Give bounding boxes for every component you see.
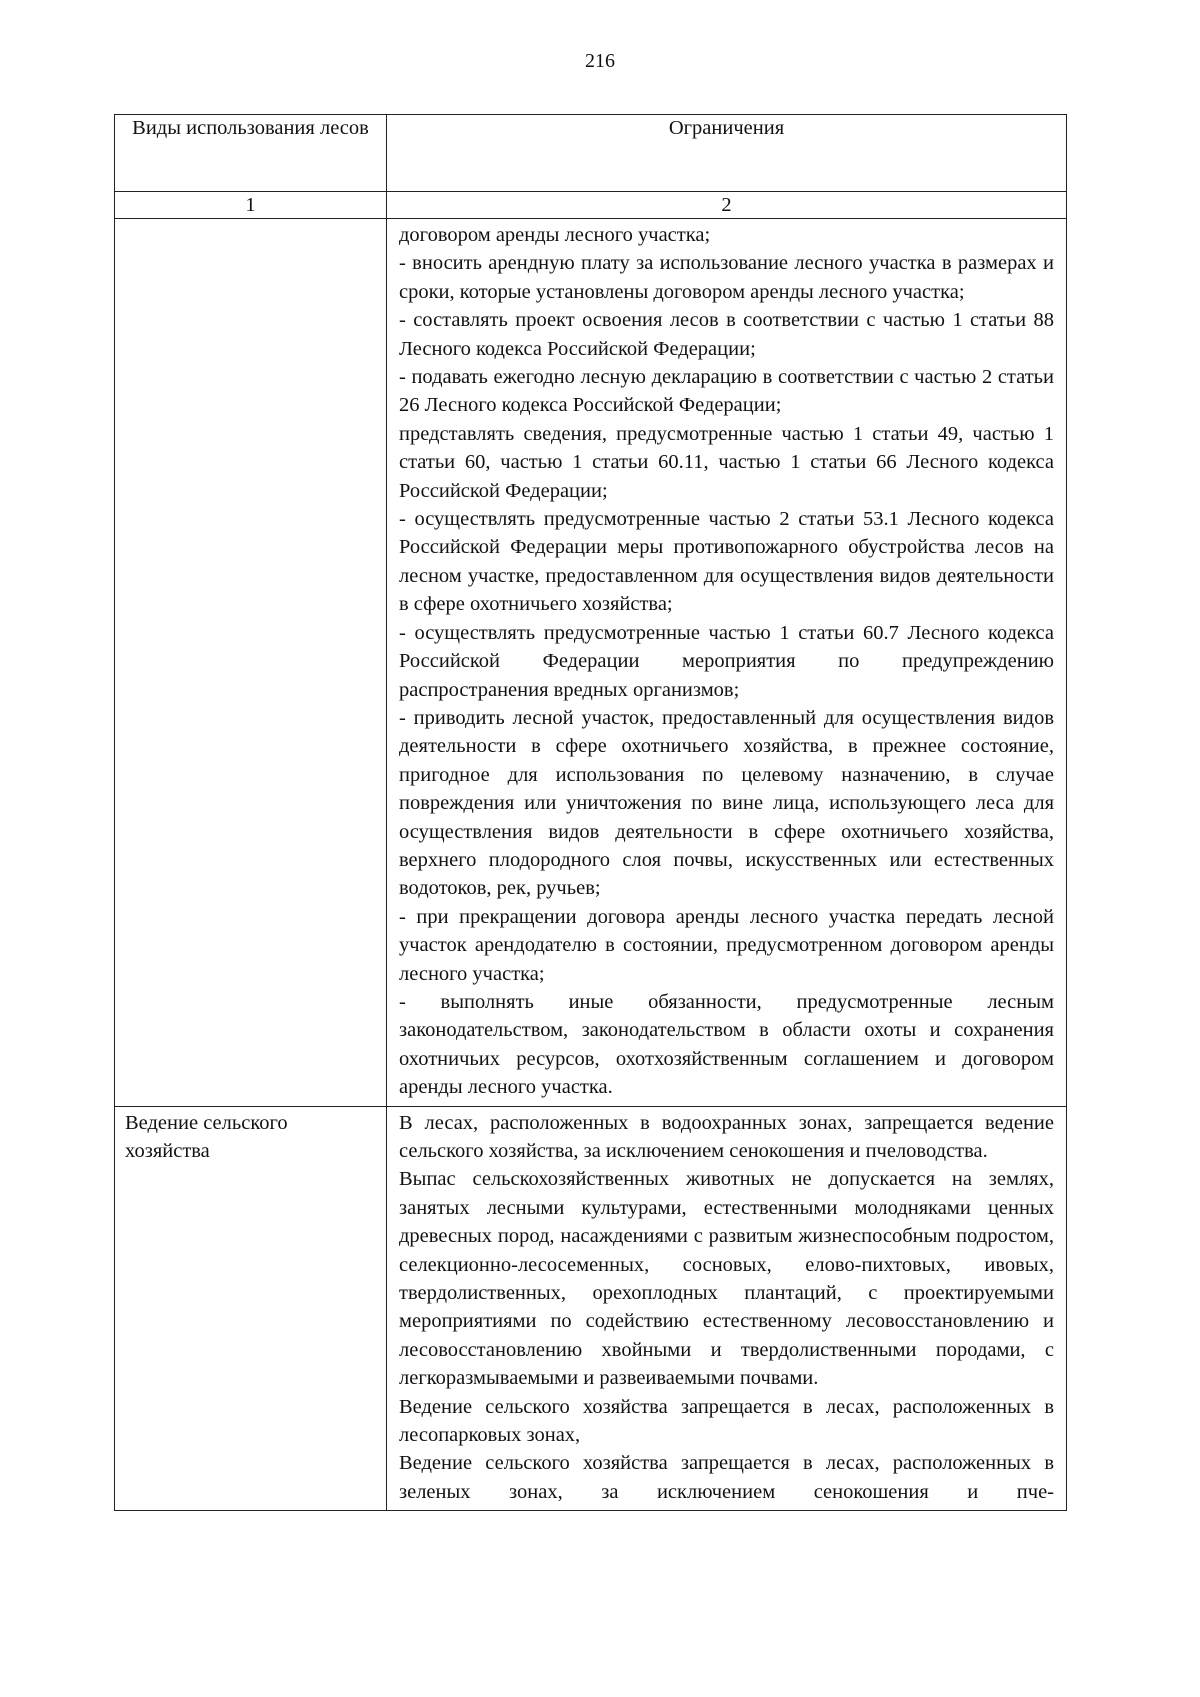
forest-use-type-cell [115,219,387,1107]
table-header-row [115,115,1067,192]
restriction-paragraph: В лесах, расположенных в водоохранных зонах, запрещается ведение сельского хозяйства, за исключением сенокошения и пчеловодства. [399,1111,1054,1162]
column-header-restrictions: Ограничения [387,115,1067,192]
restriction-paragraph: Ведение сельского хозяйства запрещается в лесах, расположенных в лесопарковых зонах, [399,1395,1054,1447]
restriction-paragraph: - подавать ежегодно лесную декларацию в соответствии с частью 2 статьи 26 Лесного кодекса Российской Федерации; [399,366,1054,417]
column-header-forest-use-types: Виды использования лесов [115,115,387,192]
restriction-paragraph: - выполнять иные обязанности, предусмотренные лесным законодательством, законодательством в области охоты и сохранения охотничьих ресурсов, охотхозяйственным соглашением и договором аренды лесного участка. [399,990,1054,1099]
restriction-paragraph: - вносить арендную плату за использование лесного участка в размерах и сроки, которые установлены договором аренды лесного участка; [399,252,1054,303]
restrictions-cell [387,1106,1067,1511]
column-number-1: 1 [115,192,387,219]
restriction-paragraph: - при прекращении договора аренды лесного участка передать лесной участок арендодателю в состоянии, предусмотренном договором аренды лесного участка; [399,905,1054,985]
restriction-paragraph: - осуществлять предусмотренные частью 2 статьи 53.1 Лесного кодекса Российской Федерации меры противопожарного обустройства лесов на лесном участке, предоставленном для осуществления видов деятельности в сфере охотничьего хозяйства; [399,508,1054,616]
table-row [115,1106,1067,1511]
restriction-paragraph: - осуществлять предусмотренные частью 1 статьи 60.7 Лесного кодекса Российской Федерации мероприятия по предупреждению распространения вредных организмов; [399,621,1054,701]
restrictions-table [114,114,1067,1511]
restriction-paragraph: Выпас сельскохозяйственных животных не допускается на землях, занятых лесными культурами, естественными молодняками ценных древесных пород, насаждениями с развитым жизнеспособным подростом, селекционно-лесосеменных, сосновых, елово-пихтовых, ивовых, твердолиственных, орехоплодных плантаций, с проектируемыми мероприятиями по содействию естественному лесовосстановлению и лесовосстановлению хвойными и твердолиственными породами, с легкоразмываемыми и развеиваемыми почвами. [399,1168,1054,1390]
table-row [115,219,1067,1107]
restriction-paragraph: Ведение сельского хозяйства запрещается в лесах, расположенных в зеленых зонах, за исключением сенокошения и пче- [399,1452,1054,1503]
restrictions-cell [387,219,1067,1107]
restriction-paragraph: - составлять проект освоения лесов в соответствии с частью 1 статьи 88 Лесного кодекса Российской Федерации; [399,309,1054,360]
forest-use-type-cell: Ведение сельского хозяйства [115,1106,387,1511]
column-number-row [115,192,1067,219]
column-number-2: 2 [387,192,1067,219]
page-number: 216 [585,50,615,72]
restriction-paragraph: представлять сведения, предусмотренные частью 1 статьи 49, частью 1 статьи 60, частью 1 статьи 60.11, частью 1 статьи 66 Лесного кодекса Российской Федерации; [399,422,1054,502]
restriction-paragraph: - приводить лесной участок, предоставленный для осуществления видов деятельности в сфере охотничьего хозяйства, в прежнее состояние, пригодное для использования по целевому назначению, в случае повреждения или уничтожения по вине лица, использующего леса для осуществления видов деятельности в сфере охотничьего хозяйства, верхнего плодородного слоя почвы, искусственных или естественных водотоков, рек, ручьев; [399,706,1054,900]
restriction-paragraph: договором аренды лесного участка; [399,224,711,246]
